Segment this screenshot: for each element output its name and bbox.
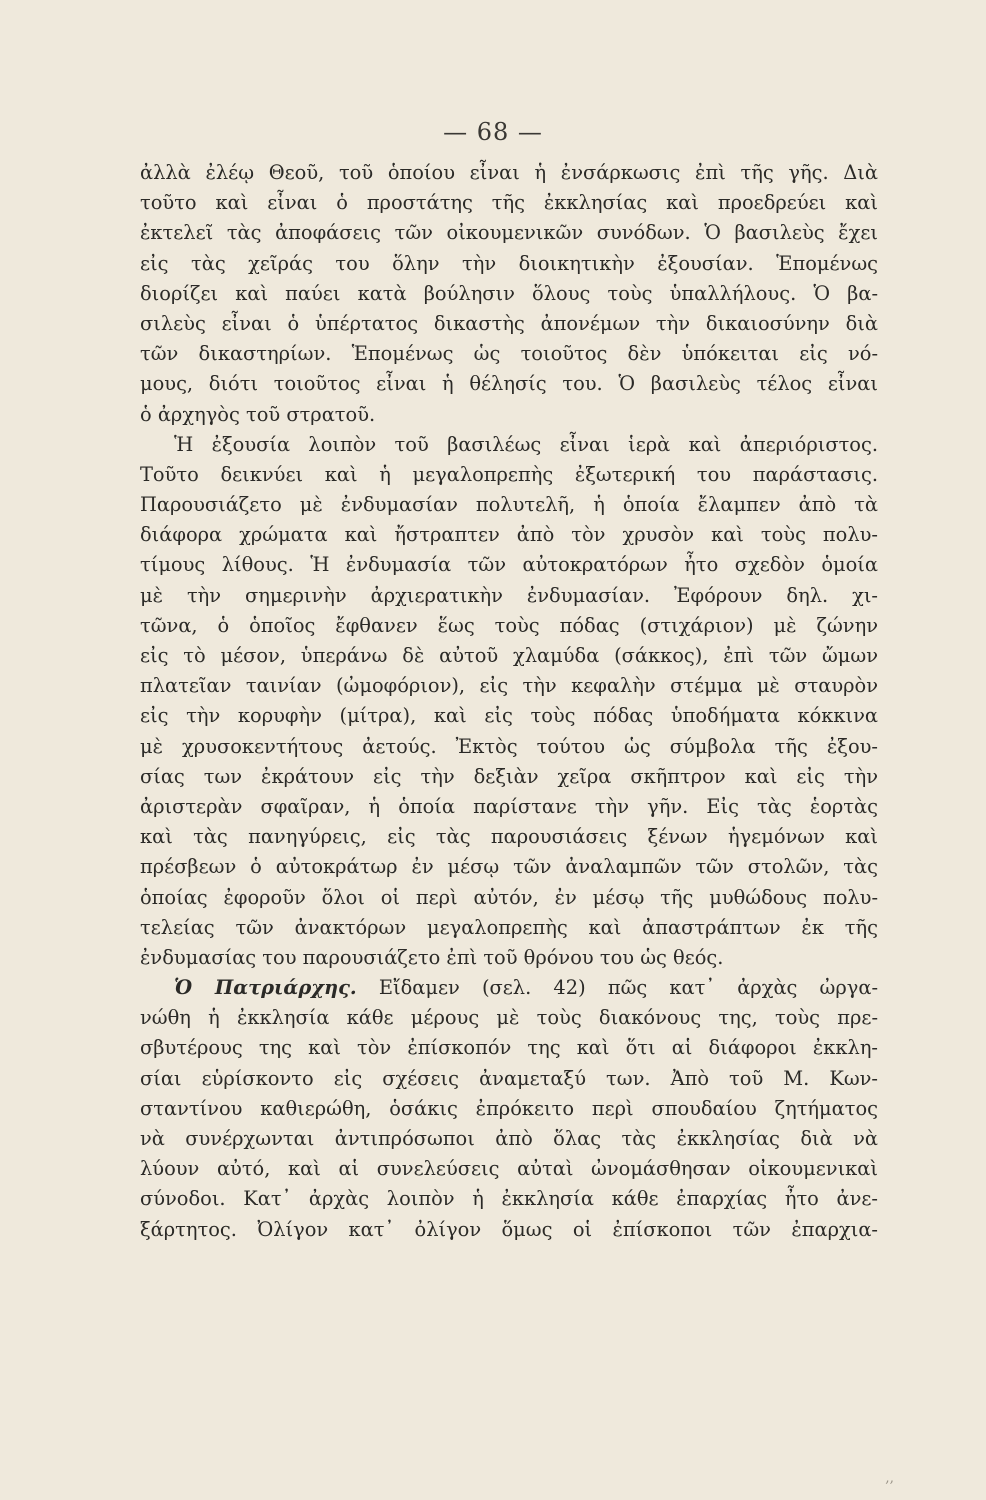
text-line: διάφορα χρώματα καὶ ἤστραπτεν ἀπὸ τὸν χρυσὸν καὶ τοὺς πολυ- [140,523,878,547]
text-line: καὶ τὰς πανηγύρεις, εἰς τὰς παρουσιάσεις ξένων ἡγεμόνων καὶ [140,825,878,849]
text-line: τῶν δικαστηρίων. Ἑπομένως ὡς τοιοῦτος δὲν ὑπόκειται εἰς νό- [140,342,878,366]
text-line: νὰ συνέρχωνται ἀντιπρόσωποι ἀπὸ ὅλας τὰς ἐκκλησίας διὰ νὰ [140,1127,878,1150]
text-line: σιλεὺς εἶναι ὁ ὑπέρτατος δικαστὴς ἀπονέμων τὴν δικαιοσύνην διὰ [140,311,878,335]
text-line: πρέσβεων ὁ αὐτοκράτωρ ἐν μέσῳ τῶν ἀναλαμπῶν τῶν στολῶν, τὰς [140,855,878,879]
text-line: εἰς τὰς χεῖράς του ὅλην τὴν διοικητικὴν ἐξουσίαν. Ἑπομένως [140,251,878,275]
text-line: πλατεῖαν ταινίαν (ὠμοφόριον), εἰς τὴν κεφαλὴν στέμμα μὲ σταυρὸν [140,674,878,698]
text-line: τελείας τῶν ἀνακτόρων μεγαλοπρεπὴς καὶ ἀπαστράπτων ἐκ τῆς [140,915,878,939]
text-line: τῶνα, ὁ ὁποῖος ἔφθανεν ἕως τοὺς πόδας (στιχάριον) μὲ ζώνην [140,613,878,637]
text-line: τοῦτο καὶ εἶναι ὁ προστάτης τῆς ἐκκλησίας καὶ προεδρεύει καὶ [140,191,878,215]
text-line: ὁποίας ἐφοροῦν ὅλοι οἱ περὶ αὐτόν, ἐν μέσῳ τῆς μυθώδους πολυ- [140,885,878,909]
paragraph-1 [140,158,878,430]
text-line: σίαι εὑρίσκοντο εἰς σχέσεις ἀναμεταξύ των. Ἀπὸ τοῦ Μ. Κων- [140,1066,878,1090]
text-fragment: Εἴδαμεν (σελ. 42) πῶς κατ᾽ ἀρχὰς ὠργα- [378,976,878,1000]
page-body-text [140,158,878,1245]
text-line: σύνοδοι. Κατ᾽ ἀρχὰς λοιπὸν ἡ ἐκκλησία κάθε ἐπαρχίας ἦτο ἀνε- [140,1187,878,1211]
text-line: νώθη ἡ ἐκκλησία κάθε μέρους μὲ τοὺς διακόνους της, τοὺς πρε- [140,1006,878,1030]
text-line: ξάρτητος. Ὀλίγον κατ᾽ ὀλίγον ὅμως οἱ ἐπίσκοποι τῶν ἐπαρχια- [140,1217,878,1241]
text-line: μους, διότι τοιοῦτος εἶναι ἡ θέλησίς του. Ὁ βασιλεὺς τέλος εἶναι [140,372,878,396]
text-line: ἀριστερὰν σφαῖραν, ἡ ὁποία παρίστανε τὴν γῆν. Εἰς τὰς ἑορτὰς [140,794,878,818]
text-line: Τοῦτο δεικνύει καὶ ἡ μεγαλοπρεπὴς ἐξωτερική του παράστασις. [140,462,878,486]
text-line: εἰς τὴν κορυφὴν (μίτρα), καὶ εἰς τοὺς πόδας ὑποδήματα κόκκινα [140,704,878,728]
text-line: λύουν αὐτό, καὶ αἱ συνελεύσεις αὐταὶ ὠνομάσθησαν οἰκουμενικαὶ [140,1157,878,1181]
text-line: μὲ τὴν σημερινὴν ἀρχιερατικὴν ἐνδυμασίαν. Ἐφόρουν δηλ. χι- [140,583,878,607]
footer-mark: ‚‚ [885,1470,894,1486]
text-line: σίας των ἐκράτουν εἰς τὴν δεξιὰν χεῖρα σκῆπτρον καὶ εἰς τὴν [140,764,878,788]
paragraph-3 [140,973,878,1245]
text-line: ἐκτελεῖ τὰς ἀποφάσεις τῶν οἰκουμενικῶν συνόδων. Ὁ βασιλεὺς ἔχει [140,221,878,245]
text-line: διορίζει καὶ παύει κατὰ βούλησιν ὅλους τοὺς ὑπαλλήλους. Ὁ βα- [140,281,878,305]
text-line: ἐνδυμασίας του παρουσιάζετο ἐπὶ τοῦ θρόνου του ὡς θεός. [140,945,724,969]
paragraph-2 [140,430,878,973]
text-line: Ἡ ἐξουσία λοιπὸν τοῦ βασιλέως εἶναι ἱερὰ καὶ ἀπεριόριστος. [174,432,878,456]
page-number: — 68 — [443,118,543,146]
text-line: ὁ ἀρχηγὸς τοῦ στρατοῦ. [140,402,376,426]
section-heading: Ὁ Πατριάρχης. [174,976,357,1000]
text-line: μὲ χρυσοκεντήτους ἀετούς. Ἐκτὸς τούτου ὡς σύμβολα τῆς ἐξου- [140,734,878,758]
text-line: σβυτέρους της καὶ τὸν ἐπίσκοπόν της καὶ ὅτι αἱ διάφοροι ἐκκλη- [140,1036,878,1060]
text-line: ἀλλὰ ἐλέῳ Θεοῦ, τοῦ ὁποίου εἶναι ἡ ἐνσάρκωσις ἐπὶ τῆς γῆς. Διὰ [140,161,878,184]
text-line: Παρουσιάζετο μὲ ἐνδυμασίαν πολυτελῆ, ἡ ὁποία ἔλαμπεν ἀπὸ τὰ [140,493,878,517]
text-line-with-heading [140,973,878,1003]
text-line: εἰς τὸ μέσον, ὑπεράνω δὲ αὐτοῦ χλαμύδα (σάκκος), ἐπὶ τῶν ὤμων [140,644,878,667]
text-line: τίμους λίθους. Ἡ ἐνδυμασία τῶν αὐτοκρατόρων ἦτο σχεδὸν ὁμοία [140,553,878,577]
text-line: σταντίνου καθιερώθη, ὁσάκις ἐπρόκειτο περὶ σπουδαίου ζητήματος [140,1096,878,1120]
